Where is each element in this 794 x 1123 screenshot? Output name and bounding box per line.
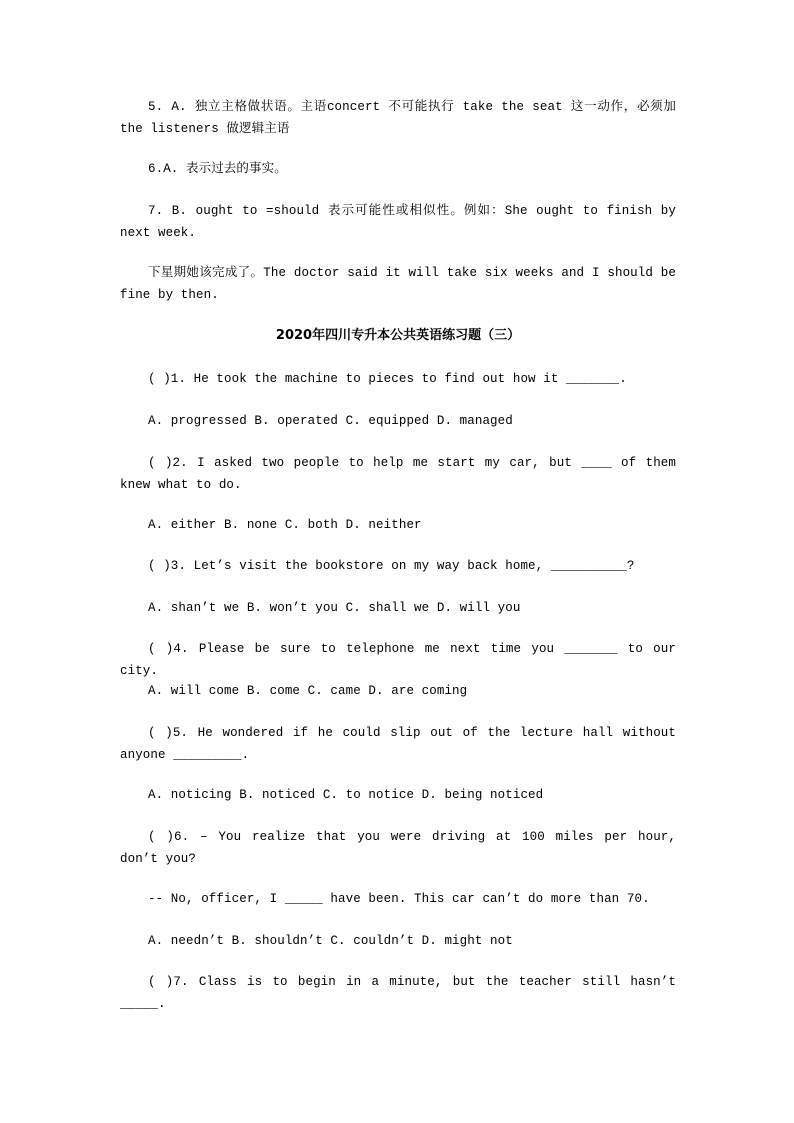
- question-2-stem: ( )2. I asked two people to help me start my car, but ____ of them knew what to do.: [120, 456, 676, 492]
- question-1-stem: ( )1. He took the machine to pieces to find out how it _______.: [148, 372, 627, 386]
- question-4-stem: ( )4. Please be sure to telephone me next time you _______ to our city.: [120, 642, 676, 678]
- answer-7: 7. B. ought to =should 表示可能性或相似性。例如：She ought to finish by next week.: [120, 204, 676, 240]
- question-4-options: A. will come B. come C. came D. are coming: [148, 684, 468, 698]
- question-6-stem: ( )6. – You realize that you were driving at 100 miles per hour, don’t you?: [120, 830, 676, 866]
- question-6-options: A. needn’t B. shouldn’t C. couldn’t D. might not: [148, 934, 513, 948]
- question-2-options: A. either B. none C. both D. neither: [148, 518, 422, 532]
- question-5-stem: ( )5. He wondered if he could slip out of the lecture hall without anyone _________.: [120, 726, 676, 762]
- question-7-stem: ( )7. Class is to begin in a minute, but the teacher still hasn’t _____.: [120, 975, 676, 1011]
- section-title: 2020年四川专升本公共英语练习题（三）: [275, 328, 521, 343]
- answer-5: 5. A. 独立主格做状语。主语concert 不可能执行 take the seat 这一动作，必须加 the listeners 做逻辑主语: [120, 100, 676, 136]
- question-3-stem: ( )3. Let’s visit the bookstore on my way back home, __________?: [148, 559, 635, 573]
- question-6-dialog: -- No, officer, I _____ have been. This car can’t do more than 70.: [148, 892, 650, 906]
- question-5-options: A. noticing B. noticed C. to notice D. being noticed: [148, 788, 544, 802]
- answer-7-translation: 下星期她该完成了。The doctor said it will take six weeks and I should be fine by then.: [120, 266, 676, 302]
- question-3-options: A. shan’t we B. won’t you C. shall we D. will you: [148, 601, 521, 615]
- answer-6: 6.A. 表示过去的事实。: [148, 162, 287, 176]
- question-1-options: A. progressed B. operated C. equipped D. managed: [148, 414, 513, 428]
